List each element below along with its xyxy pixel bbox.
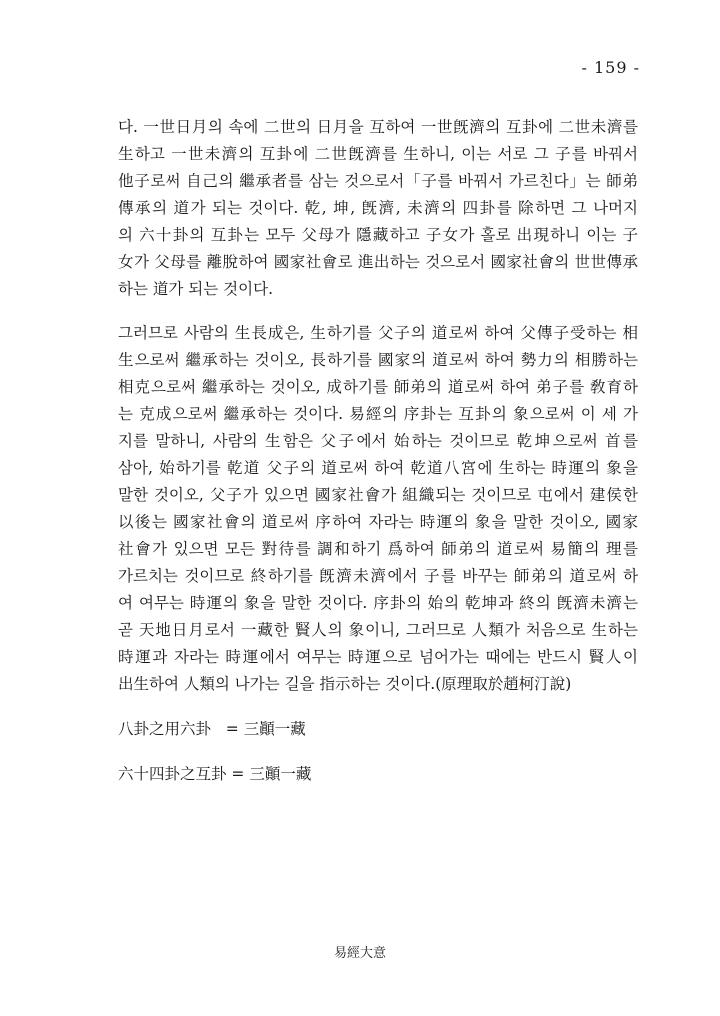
footer-title: 易經大意 — [333, 946, 386, 961]
text-line: 그러므로 사람의 生長成은, 生하기를 父子의 道로써 하여 父傳子受하는 相 — [118, 324, 638, 342]
paragraph-1 — [118, 114, 638, 303]
text-line: 出生하여 人類의 나가는 길을 指示하는 것이다.(原理取於趙柯汀說) — [118, 675, 572, 693]
text-line: 삼아, 始하기를 乾道 父子의 道로써 하여 乾道八宮에 生하는 時運의 象을 — [118, 459, 638, 477]
page-number: - 159 - — [581, 58, 640, 77]
text-line: 以後는 國家社會의 道로써 序하여 자라는 時運의 象을 말한 것이오, 國家 — [118, 513, 638, 531]
text-line: 말한 것이오, 父子가 있으면 國家社會가 組織되는 것이므로 屯에서 建侯한 — [118, 486, 638, 504]
text-line: 時運과 자라는 時運에서 여무는 時運으로 넘어가는 때에는 반드시 賢人이 — [118, 648, 638, 666]
text-line: 지를 말하니, 사람의 生함은 父子에서 始하는 것이므로 乾坤으로써 首를 — [118, 432, 638, 450]
text-line: 가르치는 것이므로 終하기를 旣濟未濟에서 子를 바꾸는 師弟의 道로써 하 — [118, 567, 638, 585]
text-line: 다. 一世日月의 속에 二世의 日月을 互하여 一世旣濟의 互卦에 二世未濟를 — [118, 118, 638, 136]
body-text — [118, 114, 638, 788]
text-line: 生하고 一世未濟의 互卦에 二世旣濟를 生하니, 이는 서로 그 子를 바꿔서 — [118, 145, 638, 163]
text-line: 하는 道가 되는 것이다. — [118, 280, 273, 298]
text-line: 는 克成으로써 繼承하는 것이다. 易經의 序卦는 互卦의 象으로써 이 세 가 — [118, 405, 638, 423]
text-line: 여 여무는 時運의 象을 말한 것이다. 序卦의 始의 乾坤과 終의 旣濟未濟는 — [118, 594, 638, 612]
formula-line: 六十四卦之互卦 = 三顚一藏 — [118, 765, 312, 783]
paragraph-gap — [118, 303, 638, 320]
text-line: 곧 天地日月로서 一藏한 賢人의 象이니, 그러므로 人類가 처음으로 生하는 — [118, 621, 638, 639]
text-line: 他子로써 自己의 繼承者를 삼는 것으로서「子를 바꿔서 가르친다」는 師弟 — [118, 172, 638, 190]
paragraph-gap — [118, 743, 638, 761]
paragraph-2 — [118, 320, 638, 698]
text-line: 相克으로써 繼承하는 것이오, 成하기를 師弟의 道로써 하여 弟子를 敎育하 — [118, 378, 638, 396]
formula-line: 八卦之用六卦 = 三顚一藏 — [118, 720, 306, 738]
paragraph-gap — [118, 698, 638, 716]
text-line: 女가 父母를 離脫하여 國家社會로 進出하는 것으로서 國家社會의 世世傳承 — [118, 253, 638, 271]
text-line: 傳承의 道가 되는 것이다. 乾, 坤, 旣濟, 未濟의 四卦를 除하면 그 나머지 — [118, 199, 638, 217]
text-line: 社會가 있으면 모든 對待를 調和하기 爲하여 師弟의 道로써 易簡의 理를 — [118, 540, 638, 558]
text-line: 生으로써 繼承하는 것이오, 長하기를 國家의 道로써 하여 勢力의 相勝하는 — [118, 351, 638, 369]
text-line: 의 六十卦의 互卦는 모두 父母가 隱藏하고 子女가 홀로 出現하니 이는 子 — [118, 226, 638, 244]
